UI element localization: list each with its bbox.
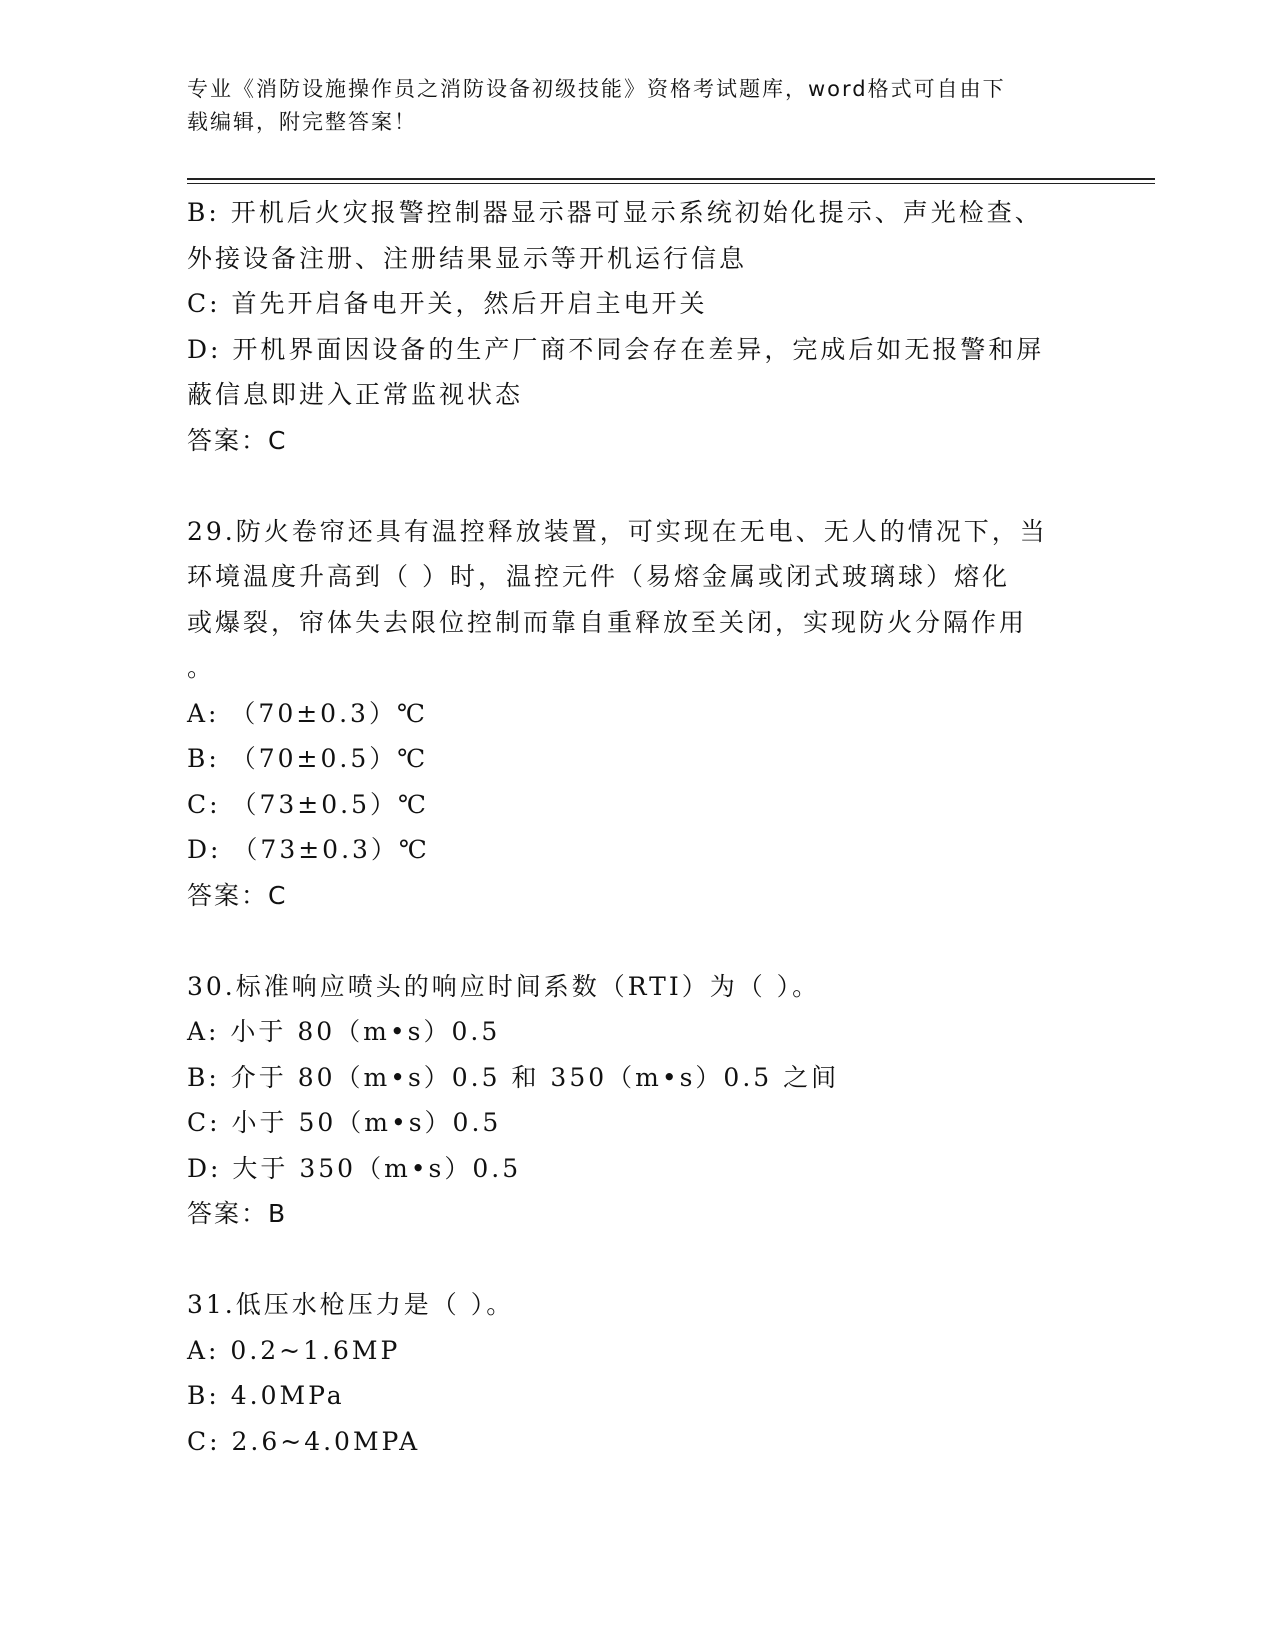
q29-stem-line-1: 29.防火卷帘还具有温控释放装置，可实现在无电、无人的情况下，当 [187,516,1048,546]
q28-option-b-line-1: B: 开机后火灾报警控制器显示器可显示系统初始化提示、声光检查、 [187,198,1043,227]
q29-stem-line-4: 。 [187,653,216,682]
q31-option-c: C: 2.6~4.0MPA [187,1426,421,1456]
q28-option-d-line-2: 蔽信息即进入正常监视状态 [187,380,524,409]
header-rule-thick [187,178,1155,180]
q29-option-c: C: （73±0.5）℃ [187,789,429,819]
q28-answer: 答案：C [187,425,288,455]
q30-option-a: A: 小于 80（m•s）0.5 [187,1017,501,1046]
spacer [187,918,1087,964]
q28-option-d-line-1: D: 开机界面因设备的生产厂商不同会存在差异，完成后如无报警和屏 [187,334,1045,364]
q28-option-c: C: 首先开启备电开关，然后开启主电开关 [187,289,708,318]
q29-answer: 答案：C [187,880,288,910]
q29-stem-line-2: 环境温度升高到（ ）时，温控元件（易熔金属或闭式玻璃球）熔化 [187,562,1010,591]
q31-option-a: A: 0.2~1.6MP [187,1335,401,1365]
q29-option-d: D: （73±0.3）℃ [187,835,430,864]
question-30 [187,964,1087,1237]
header-line-2: 载编辑，附完整答案！ [187,110,417,134]
q30-option-d: D: 大于 350（m•s）0.5 [187,1153,522,1183]
question-body [187,190,1087,1464]
q29-option-a: A: （70±0.3）℃ [187,698,428,728]
question-31 [187,1282,1087,1464]
q29-option-b: B: （70±0.5）℃ [187,744,429,773]
question-29 [187,509,1087,919]
document-header [187,73,1087,139]
q30-answer: 答案：B [187,1199,288,1228]
spacer [187,463,1087,509]
q31-option-b: B: 4.0MPa [187,1381,345,1410]
q29-stem-line-3: 或爆裂，帘体失去限位控制而靠自重释放至关闭，实现防火分隔作用 [187,607,1028,637]
q30-option-b: B: 介于 80（m•s）0.5 和 350（m•s）0.5 之间 [187,1062,840,1092]
header-line-1: 专业《消防设施操作员之消防设备初级技能》资格考试题库，word格式可自由下 [187,77,1006,101]
header-rule-thin [187,183,1155,184]
spacer [187,1237,1087,1283]
question-28-tail [187,190,1087,463]
q30-option-c: C: 小于 50（m•s）0.5 [187,1108,502,1137]
q28-option-b-line-2: 外接设备注册、注册结果显示等开机运行信息 [187,243,748,273]
q31-stem: 31.低压水枪压力是（ ）。 [187,1290,515,1319]
q30-stem: 30.标准响应喷头的响应时间系数（RTI）为（ ）。 [187,971,821,1001]
